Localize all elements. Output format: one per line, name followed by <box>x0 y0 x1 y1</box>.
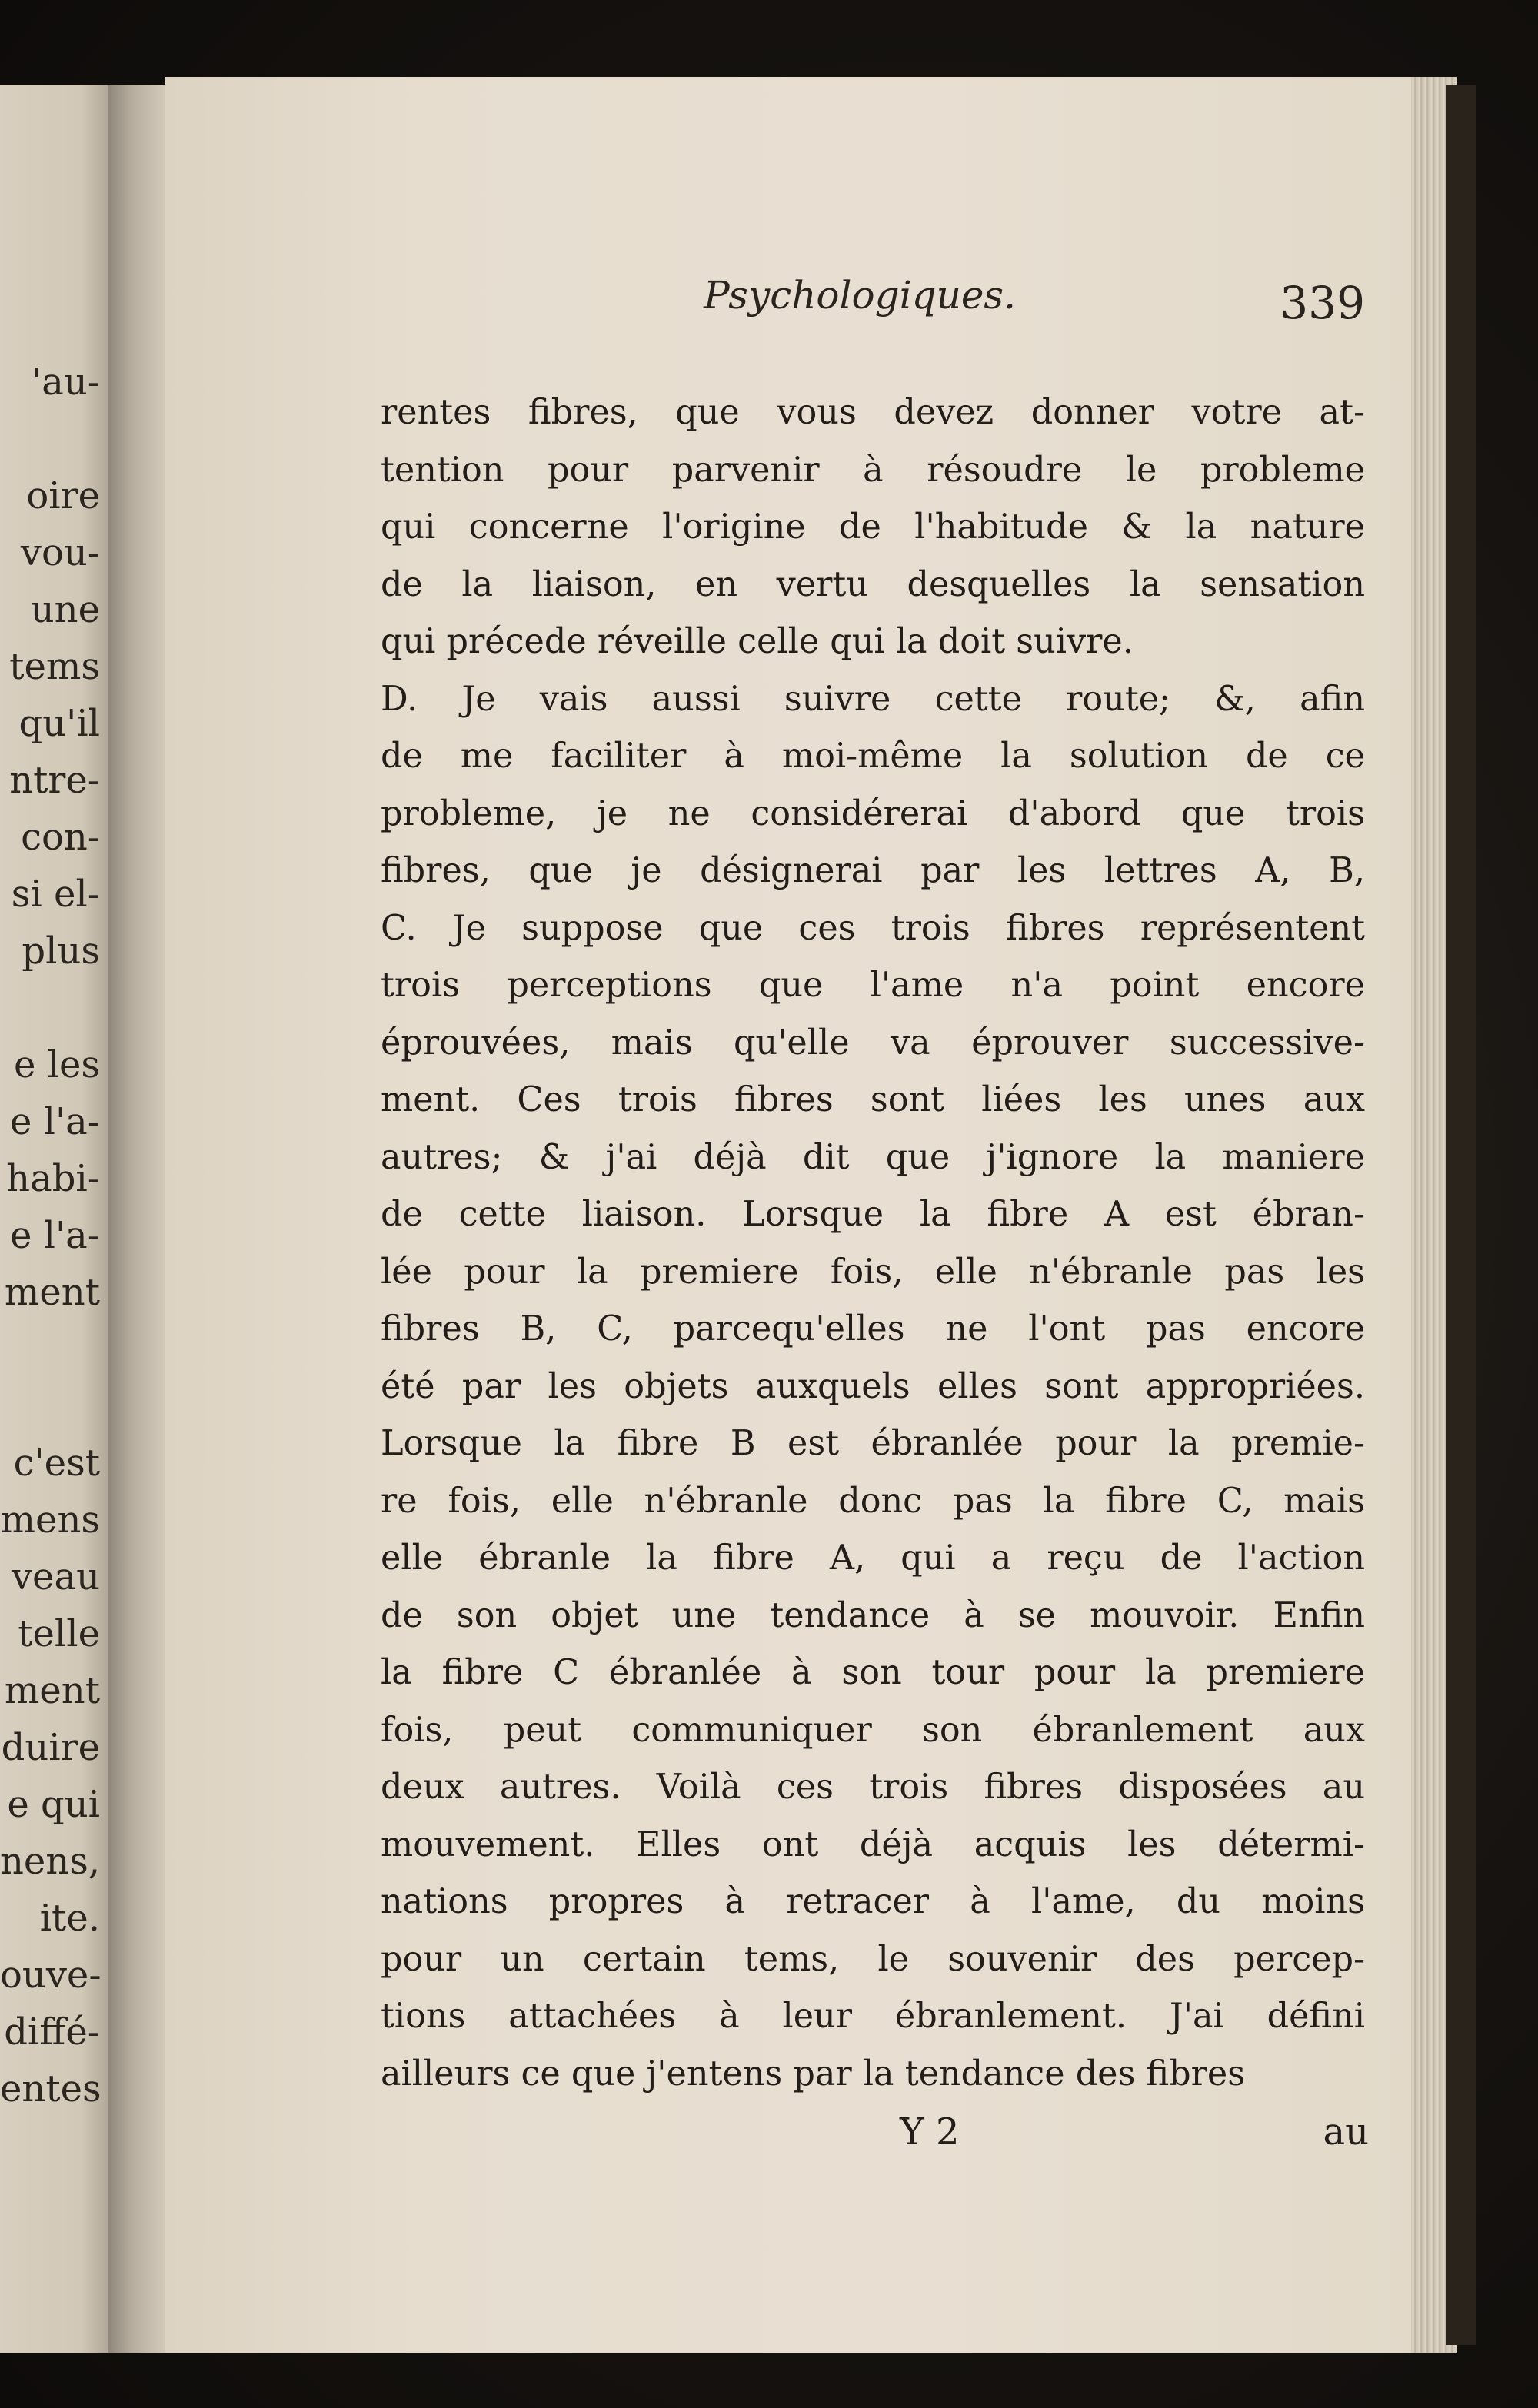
text-line: éprouvées, mais qu'elle va éprouver successive- <box>381 1023 1365 1063</box>
previous-page-line-fragment <box>0 1321 100 1378</box>
previous-page-line-fragment <box>0 1378 100 1435</box>
text-line: trois perceptions que l'ame n'a point encore <box>381 966 1365 1005</box>
text-line: été par les objets auxquels elles sont appropriées. <box>381 1366 1365 1406</box>
previous-page-line-fragment: ment <box>4 1669 100 1712</box>
text-line: de cette liaison. Lorsque la fibre A est ébran- <box>381 1195 1365 1234</box>
catchword: au <box>1323 2110 1369 2154</box>
previous-page-line-fragment: ouve- <box>0 1954 102 1997</box>
text-line: de son objet une tendance à se mouvoir. Enfin <box>381 1595 1365 1635</box>
page-footer <box>381 2110 1369 2172</box>
text-line: mouvement. Elles ont déjà acquis les détermi- <box>381 1824 1365 1864</box>
signature-mark: Y 2 <box>900 2110 960 2154</box>
text-line: re fois, elle n'ébranle donc pas la fibre C, mais <box>381 1481 1365 1521</box>
text-line: D. Je vais aussi suivre cette route; &, afin <box>381 679 1365 719</box>
text-line: de me faciliter à moi-même la solution de ce <box>381 737 1365 776</box>
previous-page-line-fragment: ite. <box>39 1897 100 1940</box>
previous-page-line-fragment: 'au- <box>32 361 100 404</box>
previous-page-line-fragment: oire <box>26 474 100 517</box>
previous-page-line-fragment: e l'a- <box>9 1214 100 1257</box>
page-number: 339 <box>1280 277 1365 329</box>
text-line: Lorsque la fibre B est ébranlée pour la premie- <box>381 1424 1365 1463</box>
body-text <box>381 384 1365 2103</box>
text-line: fibres B, C, parcequ'elles ne l'ont pas encore <box>381 1309 1365 1349</box>
previous-page-line-fragment: nens, <box>0 1840 101 1883</box>
text-line: ailleurs ce que j'entens par la tendance des fibres <box>381 2054 1246 2094</box>
previous-page-line-fragment: e l'a- <box>9 1100 100 1143</box>
text-line: de la liaison, en vertu desquelles la sensation <box>381 564 1365 604</box>
previous-page-line-fragment: ment <box>4 1271 100 1314</box>
previous-page-line-fragment: c'est <box>13 1442 100 1485</box>
previous-page-line-fragment: duire <box>1 1726 100 1769</box>
previous-page-line-fragment: mens <box>0 1498 100 1542</box>
previous-page-line-fragment: e les <box>13 1043 100 1086</box>
text-line: nations propres à retracer à l'ame, du moins <box>381 1882 1365 1921</box>
text-line: fois, peut communiquer son ébranlement aux <box>381 1710 1365 1750</box>
text-line: autres; & j'ai déjà dit que j'ignore la maniere <box>381 1137 1365 1177</box>
text-line: deux autres. Voilà ces trois fibres disposées au <box>381 1768 1365 1807</box>
previous-page-line-fragment: si el- <box>11 873 100 916</box>
text-line: pour un certain tems, le souvenir des percep- <box>381 1939 1365 1979</box>
previous-page-line-fragment: diffé- <box>4 2011 100 2054</box>
text-line: tions attachées à leur ébranlement. J'ai défini <box>381 1997 1365 2036</box>
previous-page-text <box>0 354 100 2117</box>
text-line: fibres, que je désignerai par les lettres A, B, <box>381 851 1365 890</box>
previous-page-line-fragment: con- <box>21 816 100 859</box>
previous-page-line-fragment: tems <box>9 645 100 688</box>
previous-page-line-fragment: habi- <box>6 1157 100 1200</box>
text-line: elle ébranle la fibre A, qui a reçu de l'action <box>381 1538 1365 1578</box>
book-binding <box>1446 85 1476 2345</box>
text-line: tention pour parvenir à résoudre le probleme <box>381 450 1365 490</box>
text-line: probleme, je ne considérerai d'abord que trois <box>381 793 1365 833</box>
previous-page-line-fragment <box>0 979 100 1036</box>
text-line: la fibre C ébranlée à son tour pour la premiere <box>381 1653 1365 1692</box>
previous-page-line-fragment: veau <box>11 1555 100 1598</box>
previous-page-line-fragment: telle <box>18 1612 100 1655</box>
text-line: lée pour la premiere fois, elle n'ébranle pas les <box>381 1252 1365 1292</box>
previous-page-line-fragment: vou- <box>20 531 100 574</box>
previous-page-line-fragment: une <box>30 588 100 631</box>
previous-page-line-fragment <box>0 411 100 467</box>
previous-page-line-fragment: entes <box>0 2067 102 2110</box>
previous-page-line-fragment: ntre- <box>9 759 100 802</box>
previous-page-line-fragment: e qui <box>7 1783 100 1826</box>
text-line: C. Je suppose que ces trois fibres représentent <box>381 908 1365 948</box>
previous-page-line-fragment: plus <box>22 930 100 973</box>
text-line: ment. Ces trois fibres sont liées les unes aux <box>381 1080 1365 1119</box>
running-head: Psychologiques. <box>704 273 1016 318</box>
page-header <box>704 273 1365 334</box>
book-gutter <box>108 85 169 2353</box>
book-page <box>165 77 1419 2353</box>
text-line: qui concerne l'origine de l'habitude & la nature <box>381 507 1365 547</box>
previous-page <box>0 85 115 2353</box>
text-line: rentes fibres, que vous devez donner votre at- <box>381 393 1365 432</box>
text-line: qui précede réveille celle qui la doit suivre. <box>381 622 1134 661</box>
previous-page-line-fragment: qu'il <box>18 702 100 745</box>
